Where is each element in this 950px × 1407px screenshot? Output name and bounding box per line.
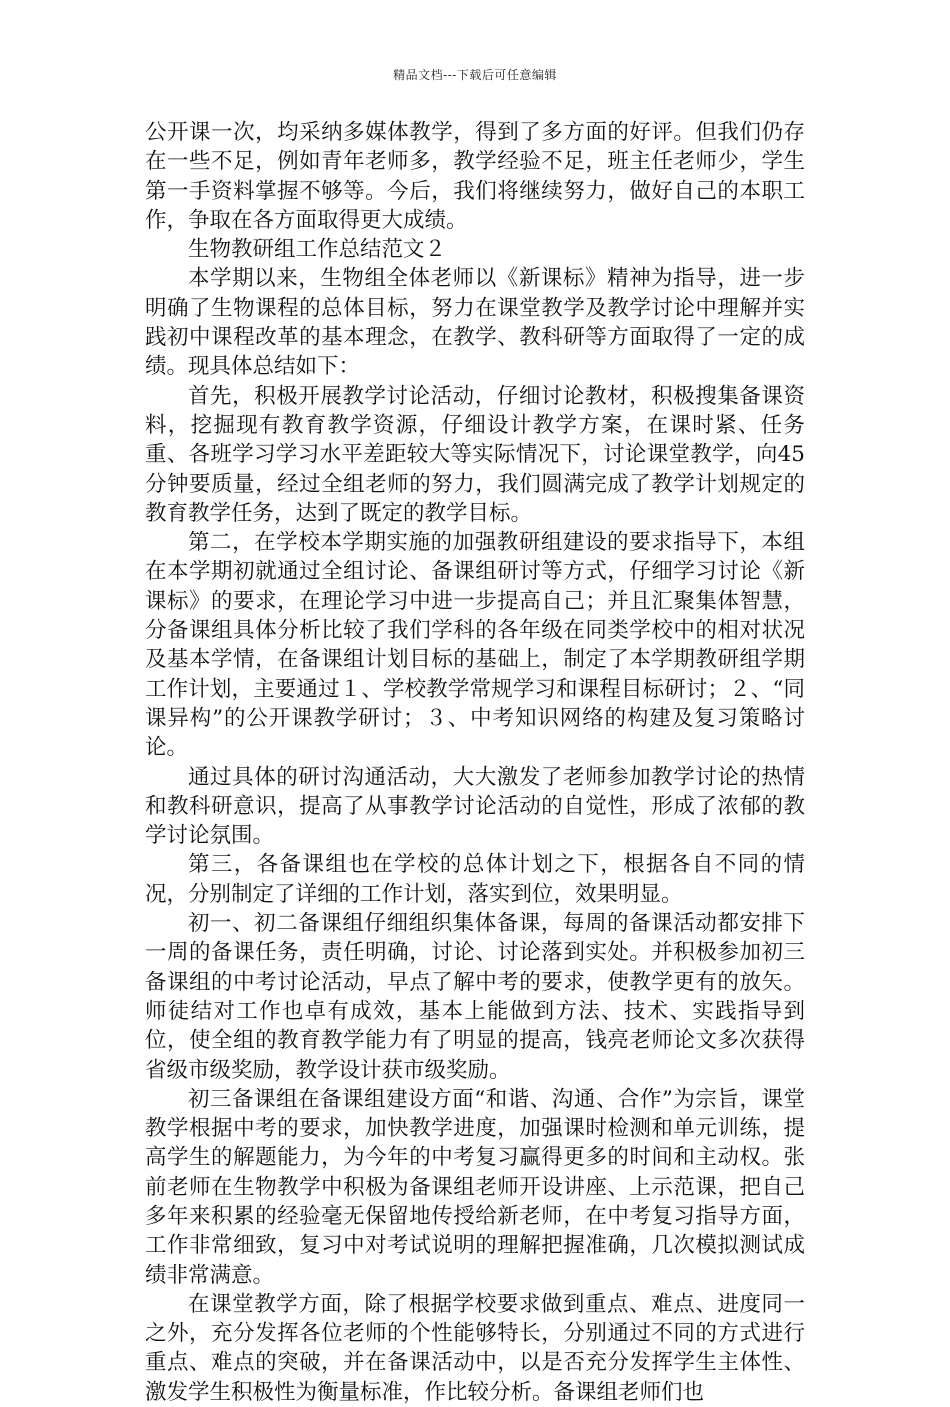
document-body: [145, 118, 805, 1407]
paragraph: 通过具体的研讨沟通活动，大大激发了老师参加教学讨论的热情和教科研意识，提高了从事教学讨论活动的自觉性，形成了浓郁的教学讨论氛围。: [145, 764, 805, 849]
paragraph: 第二，在学校本学期实施的加强教研组建设的要求指导下，本组在本学期初就通过全组讨论、备课组研讨等方式，仔细学习讨论《新课标》的要求，在理论学习中进一步提高自己；并且汇聚集体智慧，分备课组具体分析比较了我们学科的各年级在同类学校中的相对状况及基本学情，在备课组计划目标的基础上，制定了本学期教研组学期工作计划，主要通过１、学校教学常规学习和课程目标研讨；２、“同课异构”的公开课教学研讨；３、中考知识网络的构建及复习策略讨论。: [145, 530, 805, 761]
paragraph: 初三备课组在备课组建设方面“和谐、沟通、合作”为宗旨，课堂教学根据中考的要求，加快教学进度，加强课时检测和单元训练，提高学生的解题能力，为今年的中考复习赢得更多的时间和主动权。张前老师在生物教学中积极为备课组老师开设讲座、上示范课，把自己多年来积累的经验毫无保留地传授给新老师，在中考复习指导方面，工作非常细致，复习中对考试说明的理解把握准确，几次模拟测试成绩非常满意。: [145, 1086, 805, 1288]
page-header: 精品文档---下载后可任意编辑: [393, 68, 557, 82]
paragraph: 在课堂教学方面，除了根据学校要求做到重点、难点、进度同一之外，充分发挥各位老师的个性能够特长，分别通过不同的方式进行重点、难点的突破，并在备课活动中，以是否充分发挥学生主体性、激发学生积极性为衡量标准，作比较分析。备课组老师们也: [145, 1291, 805, 1405]
paragraph: 初一、初二备课组仔细组织集体备课，每周的备课活动都安排下一周的备课任务，责任明确，讨论、讨论落到实处。并积极参加初三备课组的中考讨论活动，早点了解中考的要求，使教学更有的放矢。师徒结对工作也卓有成效，基本上能做到方法、技术、实践指导到位，使全组的教育教学能力有了明显的提高，钱亮老师论文多次获得省级市级奖励，教学设计获市级奖励。: [145, 911, 805, 1083]
paragraph: 公开课一次，均采纳多媒体教学，得到了多方面的好评。但我们仍存在一些不足，例如青年老师多，教学经验不足，班主任老师少，学生第一手资料掌握不够等。今后，我们将继续努力，做好自己的本职工作，争取在各方面取得更大成绩。: [145, 120, 805, 233]
paragraph: 本学期以来，生物组全体老师以《新课标》精神为指导，进一步明确了生物课程的总体目标，努力在课堂教学及教学讨论中理解并实践初中课程改革的基本理念，在教学、教科研等方面取得了一定的成绩。现具体总结如下：: [145, 266, 805, 380]
section-title: 生物教研组工作总结范文２: [188, 237, 447, 263]
paragraph: 第三，各备课组也在学校的总体计划之下，根据各自不同的情况，分别制定了详细的工作计划，落实到位，效果明显。: [145, 852, 805, 907]
paragraph: 首先，积极开展教学讨论活动，仔细讨论教材，积极搜集备课资料，挖掘现有教育教学资源，仔细设计教学方案，在课时紧、任务重、各班学习学习水平差距较大等实际情况下，讨论课堂教学，向45分钟要质量，经过全组老师的努力，我们圆满完成了教学计划规定的教育教学任务，达到了既定的教学目标。: [145, 383, 805, 526]
